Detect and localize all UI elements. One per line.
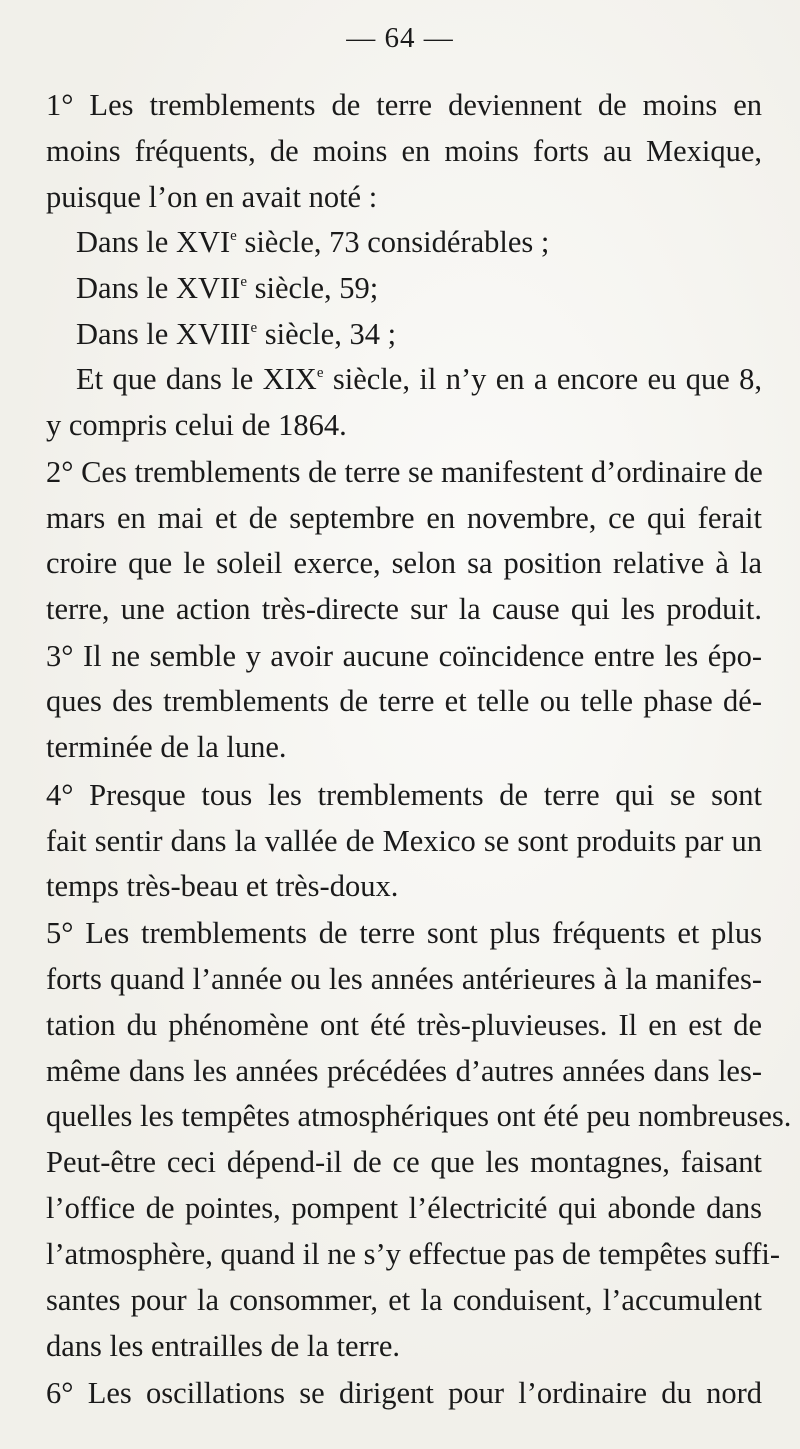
text-line: l’office de pointes, pompent l’électricité qui abonde dans	[46, 1191, 762, 1225]
text-line: Dans le XVIIIe siècle, 34 ;	[76, 317, 397, 351]
text-line: fait sentir dans la vallée de Mexico se sont produits par un	[46, 824, 762, 858]
text-line: 1° Les tremblements de terre deviennent de moins en	[46, 88, 762, 122]
text-line: même dans les années précédées d’autres années dans les-	[46, 1054, 762, 1088]
text-line: mars en mai et de septembre en novembre, ce qui ferait	[46, 501, 762, 535]
text-line: Dans le XVIe siècle, 73 considérables ;	[76, 225, 550, 259]
text-line: y compris celui de 1864.	[46, 408, 347, 442]
text-line: 6° Les oscillations se dirigent pour l’ordinaire du nord	[46, 1376, 762, 1410]
text-line: puisque l’on en avait noté :	[46, 180, 378, 214]
text-line: tation du phénomène ont été très-pluvieuses. Il en est de	[46, 1008, 762, 1042]
text-line: 3° Il ne semble y avoir aucune coïncidence entre les épo-	[46, 639, 762, 673]
text-line: quelles les tempêtes atmosphériques ont été peu nombreuses.	[46, 1099, 792, 1133]
text-line: 2° Ces tremblements de terre se manifestent d’ordinaire de	[46, 455, 763, 489]
text-line: moins fréquents, de moins en moins forts au Mexique,	[46, 134, 762, 168]
text-line: ques des tremblements de terre et telle ou telle phase dé-	[46, 684, 762, 718]
text-line: terre, une action très-directe sur la cause qui les produit.	[46, 592, 762, 626]
text-line: santes pour la consommer, et la conduisent, l’accumulent	[46, 1283, 762, 1317]
text-line: Peut-être ceci dépend-il de ce que les montagnes, faisant	[46, 1145, 762, 1179]
page-number: — 64 —	[346, 22, 454, 54]
text-line: temps très-beau et très-doux.	[46, 869, 399, 903]
text-line: terminée de la lune.	[46, 730, 287, 764]
text-line: 4° Presque tous les tremblements de terre qui se sont	[46, 778, 762, 812]
text-line: 5° Les tremblements de terre sont plus fréquents et plus	[46, 916, 762, 950]
text-line: croire que le soleil exerce, selon sa position relative à la	[46, 546, 762, 580]
text-line: l’atmosphère, quand il ne s’y effectue pas de tempêtes suffi-	[46, 1237, 781, 1271]
text-line: Et que dans le XIXe siècle, il n’y en a encore eu que 8,	[76, 362, 762, 396]
text-line: Dans le XVIIe siècle, 59;	[76, 271, 379, 305]
text-line: dans les entrailles de la terre.	[46, 1329, 400, 1363]
text-line: forts quand l’année ou les années antérieures à la manifes-	[46, 962, 762, 996]
